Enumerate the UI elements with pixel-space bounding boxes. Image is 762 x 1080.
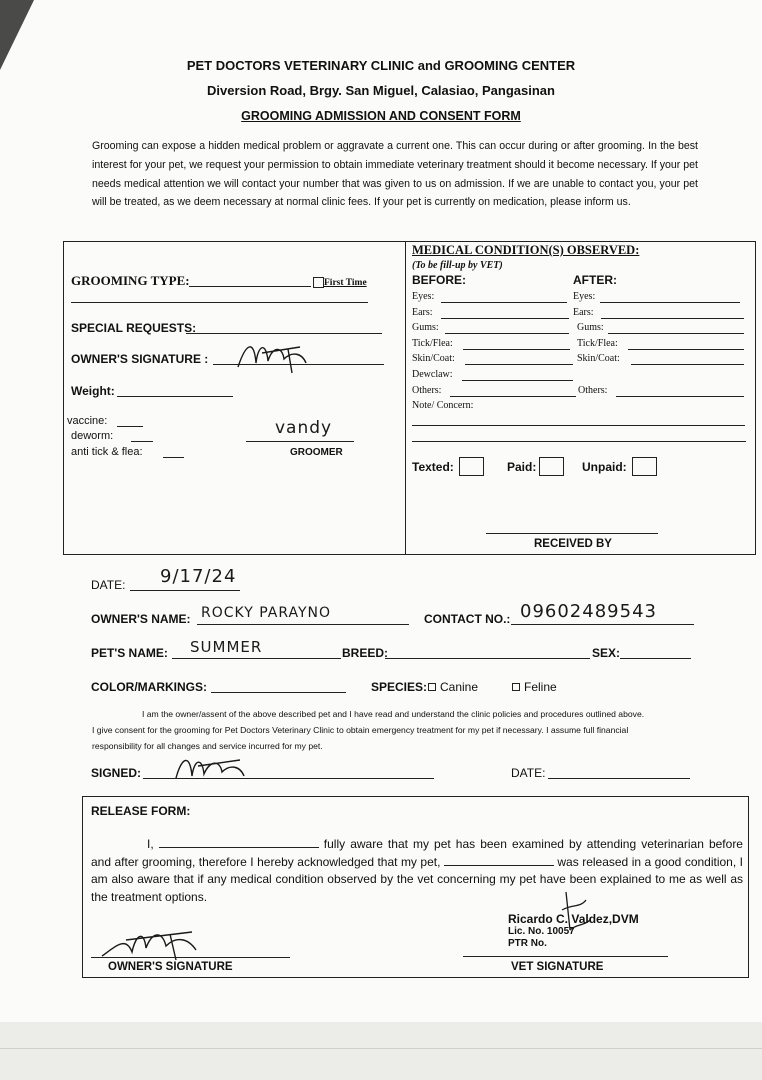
consent-date-label: DATE: bbox=[511, 766, 546, 780]
received-by-label: RECEIVED BY bbox=[534, 538, 612, 550]
note-concern-line-2[interactable] bbox=[412, 441, 746, 442]
signed-signature-scribble bbox=[170, 750, 250, 784]
weight-label: Weight: bbox=[71, 384, 115, 398]
after-ears-field[interactable] bbox=[601, 318, 744, 319]
grooming-type-label: GROOMING TYPE: bbox=[71, 273, 190, 288]
paid-label: Paid: bbox=[507, 460, 537, 474]
after-gums-label: Gums: bbox=[577, 322, 604, 333]
before-gums-label: Gums: bbox=[412, 322, 439, 333]
paid-checkbox[interactable] bbox=[539, 457, 564, 476]
before-others-field[interactable] bbox=[450, 396, 576, 397]
pet-name-label: PET'S NAME: bbox=[91, 646, 168, 660]
release-title: RELEASE FORM: bbox=[91, 804, 191, 818]
frame-divider bbox=[405, 241, 406, 554]
before-ears-field[interactable] bbox=[441, 318, 569, 319]
deworm-label: deworm: bbox=[71, 430, 114, 442]
before-gums-field[interactable] bbox=[445, 333, 569, 334]
owner-signature-label: OWNER'S SIGNATURE : bbox=[71, 352, 209, 366]
weight-field[interactable] bbox=[117, 396, 233, 397]
groomer-label: GROOMER bbox=[290, 447, 343, 458]
consent-text bbox=[92, 706, 700, 754]
contact-label: CONTACT NO.: bbox=[424, 612, 511, 626]
consent-date-field[interactable] bbox=[548, 778, 690, 779]
before-skincoat-label: Skin/Coat: bbox=[412, 353, 455, 364]
date-value: 9/17/24 bbox=[160, 566, 237, 587]
unpaid-checkbox[interactable] bbox=[632, 457, 657, 476]
canine-label: Canine bbox=[440, 680, 479, 694]
anti-tick-flea-field[interactable] bbox=[163, 457, 184, 458]
contact-field[interactable] bbox=[511, 624, 694, 625]
before-tickflea-field[interactable] bbox=[463, 349, 570, 350]
vet-signature-scribble bbox=[556, 890, 596, 938]
color-markings-field[interactable] bbox=[211, 692, 346, 693]
breed-label: BREED: bbox=[342, 646, 389, 660]
grooming-type-field[interactable] bbox=[189, 286, 311, 287]
before-label: BEFORE: bbox=[412, 273, 466, 287]
before-eyes-label: Eyes: bbox=[412, 291, 435, 302]
after-others-field[interactable] bbox=[616, 396, 744, 397]
before-dewclaw-label: Dewclaw: bbox=[412, 369, 453, 380]
after-eyes-field[interactable] bbox=[600, 302, 740, 303]
vet-signature-label: VET SIGNATURE bbox=[511, 961, 604, 973]
release-paragraph bbox=[91, 836, 743, 906]
texted-checkbox[interactable] bbox=[459, 457, 484, 476]
release-text-1: fully aware that my pet has been examined by attending veterinarian before and after grooming, therefore I hereby acknowledged that my pet, bbox=[91, 837, 743, 869]
sex-field[interactable] bbox=[620, 658, 691, 659]
before-eyes-field[interactable] bbox=[441, 302, 567, 303]
after-ears-label: Ears: bbox=[573, 307, 594, 318]
contact-value: 09602489543 bbox=[520, 601, 657, 622]
after-tickflea-label: Tick/Flea: bbox=[577, 338, 618, 349]
after-tickflea-field[interactable] bbox=[628, 349, 744, 350]
vet-ptr: PTR No. bbox=[508, 938, 547, 949]
consent-line-1: I am the owner/assent of the above described pet and I have read and understand the clinic policies and procedures outlined above. bbox=[142, 709, 645, 719]
before-skincoat-field[interactable] bbox=[465, 364, 573, 365]
release-text-2: was released in a good condition, I am also aware that if any medical condition observed by the vet concerning my pet have been explained to me as well as the treatment options. bbox=[91, 854, 743, 904]
breed-field[interactable] bbox=[385, 658, 590, 659]
deworm-field[interactable] bbox=[131, 441, 153, 442]
release-owner-name-field[interactable] bbox=[159, 837, 319, 848]
release-i: I, bbox=[147, 837, 154, 851]
received-by-field[interactable] bbox=[486, 533, 658, 534]
owner-name-field[interactable] bbox=[197, 624, 409, 625]
after-eyes-label: Eyes: bbox=[573, 291, 596, 302]
color-markings-label: COLOR/MARKINGS: bbox=[91, 680, 207, 694]
feline-label: Feline bbox=[524, 680, 557, 694]
vet-name: Ricardo C. Valdez,DVM bbox=[508, 912, 639, 926]
texted-label: Texted: bbox=[412, 460, 454, 474]
vet-license: Lic. No. 10057 bbox=[508, 926, 575, 937]
release-owner-signature-label: OWNER'S SIGNATURE bbox=[108, 961, 233, 973]
vaccine-label: vaccine: bbox=[67, 415, 108, 427]
after-skincoat-label: Skin/Coat: bbox=[577, 353, 620, 364]
groomer-value: vandy bbox=[275, 418, 333, 438]
release-owner-signature-scribble bbox=[96, 916, 206, 962]
owner-signature-scribble-1 bbox=[232, 333, 312, 377]
after-skincoat-field[interactable] bbox=[631, 364, 744, 365]
date-field[interactable] bbox=[130, 590, 240, 591]
signed-label: SIGNED: bbox=[91, 766, 142, 780]
groomer-field[interactable] bbox=[246, 441, 354, 442]
date-label: DATE: bbox=[91, 578, 126, 592]
first-time-label: First Time bbox=[324, 278, 367, 288]
clinic-address: Diversion Road, Brgy. San Miguel, Calasiao, Pangasinan bbox=[207, 83, 555, 98]
before-tickflea-label: Tick/Flea: bbox=[412, 338, 453, 349]
after-gums-field[interactable] bbox=[608, 333, 744, 334]
owner-name-value: ROCKY PARAYNO bbox=[201, 605, 332, 621]
before-others-label: Others: bbox=[412, 385, 442, 396]
unpaid-label: Unpaid: bbox=[582, 460, 627, 474]
note-concern-label: Note/ Concern: bbox=[412, 400, 474, 411]
form-title: GROOMING ADMISSION AND CONSENT FORM bbox=[241, 109, 521, 123]
before-dewclaw-field[interactable] bbox=[462, 380, 573, 381]
first-time-checkbox[interactable] bbox=[313, 277, 324, 288]
sex-label: SEX: bbox=[592, 646, 621, 660]
pet-name-field[interactable] bbox=[172, 658, 341, 659]
medical-title: MEDICAL CONDITION(S) OBSERVED: bbox=[412, 243, 640, 257]
after-others-label: Others: bbox=[578, 385, 608, 396]
special-requests-label: SPECIAL REQUESTS: bbox=[71, 321, 197, 335]
after-label: AFTER: bbox=[573, 273, 617, 287]
feline-checkbox[interactable] bbox=[512, 683, 520, 691]
bottom-scan-strip bbox=[0, 1022, 762, 1080]
medical-subtitle: (To be fill-up by VET) bbox=[412, 260, 503, 271]
release-pet-name-field[interactable] bbox=[444, 855, 554, 866]
grooming-type-line-2[interactable] bbox=[71, 302, 368, 303]
vaccine-field[interactable] bbox=[117, 426, 143, 427]
before-ears-label: Ears: bbox=[412, 307, 433, 318]
anti-tick-flea-label: anti tick & flea: bbox=[71, 446, 143, 458]
intro-paragraph: Grooming can expose a hidden medical problem or aggravate a current one. This can occur during or after grooming. In the best interest for your pet, we request your permission to obtain immediate veterinary treatment should it become necessary. If your pet needs medical attention we will contact your number that was given to us on admission. If we are unable to contact you, your pet will be treated, as we deem necessary at normal clinic fees. If your pet is currently on medication, please inform us. bbox=[92, 140, 698, 209]
note-concern-line-1[interactable] bbox=[412, 425, 745, 426]
clinic-name: PET DOCTORS VETERINARY CLINIC and GROOMING CENTER bbox=[186, 58, 576, 73]
vet-signature-field[interactable] bbox=[463, 956, 668, 957]
consent-line-2: I give consent for the grooming for Pet Doctors Veterinary Clinic to obtain emergency treatment for my pet if necessary. I assume full financial bbox=[92, 725, 629, 735]
species-label: SPECIES: bbox=[371, 680, 428, 694]
consent-line-3: responsibility for all changes and service incurred for my pet. bbox=[92, 741, 323, 751]
owner-name-label: OWNER'S NAME: bbox=[91, 612, 191, 626]
pet-name-value: SUMMER bbox=[190, 638, 263, 656]
canine-checkbox[interactable] bbox=[428, 683, 436, 691]
